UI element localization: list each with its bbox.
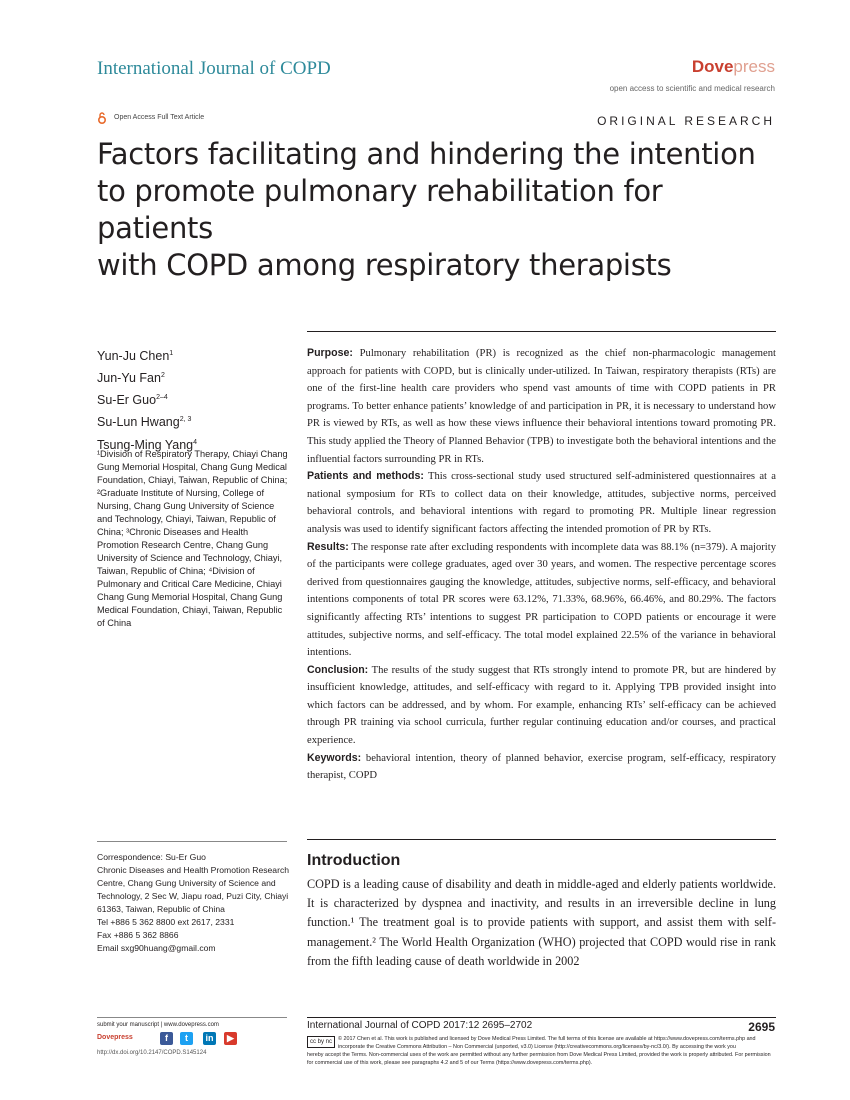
abstract-purpose: Purpose: Pulmonary rehabilitation (PR) is recognized as the chief non-pharmacologic management approach for patients with COPD, but is clinically under-utilized. In Taiwan, respiratory therapists (RTs) are one of the first-line health care providers who spend vast amounts of time with COPD patients in PR programs. To better enhance patients’ knowledge of and participation in PR, it is necessary to understand how PR is viewed by RTs, as well as how these views influence their behavioral intentions toward promoting PR. This study applied the Theory of Planned Behavior (TPB) to investigate both the behavioral intentions and the influential factors surrounding PR in RTs.: [307, 347, 776, 465]
correspondence-email[interactable]: Email sxg90huang@gmail.com: [97, 943, 216, 953]
author: Tsung-Ming Yang$^4$: [97, 437, 198, 452]
correspondence: Correspondence: Su-Er Guo Chronic Diseases and Health Promotion Research Centre, Chang Gung University of Science and Technology, 2 Sec W, Jiapu road, Puzi City, Chiayi 61363, Taiwan, Republic of China Tel +886 5 362 8800 ext 2617, 2331 Fax +886 5 362 8866 Email sxg90huang@gmail.com: [97, 851, 292, 955]
author-list: [97, 344, 197, 455]
author: Su-Lun Hwang$^{2, 3}$: [97, 415, 192, 430]
license-text: © 2017 Chen et al. This work is published and licensed by Dove Medical Press Limited. The full terms of this license are available at https://www.dovepress.com/terms.php and incorporate the Creative Commons Attribution – Non Commercial (unported, v3.0) License (http://creativecommons.org/licenses/by-nc/3.0/). By accessing the work you: [338, 1036, 756, 1050]
article-section: ORIGINAL RESEARCH: [597, 114, 775, 128]
publisher-press: press: [733, 57, 775, 76]
article-title: [97, 136, 787, 284]
linkedin-icon[interactable]: in: [203, 1032, 216, 1045]
abstract-top-rule: [307, 331, 776, 332]
cc-license-icon: cc by nc: [307, 1036, 335, 1048]
license-text-continued: hereby accept the Terms. Non-commercial uses of the work are permitted without any further permission from Dove Medical Press Limited, provided the work is properly attributed. For permission for commercial use of this work, please see paragraphs 4.2 and 5 of our Terms (https://www.dovepress.com/terms.php).: [307, 1052, 771, 1066]
doi-link[interactable]: http://dx.doi.org/10.2147/COPD.S145124: [97, 1050, 207, 1056]
title-line-3: with COPD among respiratory therapists: [97, 248, 672, 282]
publisher-logo: [692, 57, 775, 77]
footer-left-rule: [97, 1017, 287, 1018]
abstract-results: Results: The response rate after excluding respondents with incomplete data was 88.1% (n=379). A majority of the participants were college graduates, aged over 30 years, and women. The respective percentage scores derived from questionnaires gauging the knowledge, attitudes, subjective norms, self-efficacy, and behavioral intentions components of total PR scores were 63.12%, 71.33%, 68.96%, 66.46%, and 80.29%. The factors significantly affecting RTs’ intentions to suggest PR participation to COPD patients or encourage it were attitudes, subjective norms, and self-efficacy. The total model explained 22.5% of the variance in behavioral intentions.: [307, 540, 776, 659]
footer-right-rule: [307, 1017, 776, 1018]
facebook-icon[interactable]: f: [160, 1032, 173, 1045]
open-access-label: Open Access Full Text Article: [114, 114, 205, 121]
abstract-bottom-rule: [307, 839, 776, 840]
submit-manuscript-link[interactable]: submit your manuscript | www.dovepress.com: [97, 1022, 219, 1028]
introduction-text: COPD is a leading cause of disability and death in middle-aged and elderly patients worldwide. It is characterized by dyspnea and inactivity, and results in an irreversible decline in lung function.¹ The treatment goal is to provide patients with support, and assist them with self-management.² The World Health Organization (WHO) projected that COPD would rise in rank from the fifth leading cause of death worldwide in 2002: [307, 877, 776, 968]
correspondence-rule: [97, 841, 287, 842]
journal-name: International Journal of COPD: [97, 58, 331, 79]
affiliations: ¹Division of Respiratory Therapy, Chiayi Chang Gung Memorial Hospital, Chang Gung Medical Foundation, Chiayi, Taiwan, Republic of China; ²Graduate Institute of Nursing, College of Nursing, Chang Gung University of Science and Technology, Chiayi, Taiwan, Republic of China; ³Chronic Diseases and Health Promotion Research Centre, Chang Gung University of Science and Technology, Chiayi, Taiwan, Republic of China; ⁴Division of Pulmonary and Critical Care Medicine, Chiayi Chang Gung Memorial Hospital, Chang Gung Medical Foundation, Chiayi, Taiwan, Republic of China: [97, 449, 288, 628]
title-line-1: Factors facilitating and hindering the intention: [97, 137, 756, 171]
abstract-conclusion: Conclusion: The results of the study suggest that RTs strongly intend to promote PR, but are hindered by insufficient knowledge, attitudes, and self-efficacy with regard to it. Applying TPB provided insight into which factors can be addressed, and by whom. For example, enhancing RTs’ self-efficacy can be achieved through PR training via school curricula, further regular continuing education and/or courses, and practical experience.: [307, 663, 776, 747]
abstract-keywords: Keywords: behavioral intention, theory of planned behavior, exercise program, self-efficacy, respiratory therapist, COPD: [307, 751, 776, 782]
abstract: [307, 345, 776, 785]
abstract-methods: Patients and methods: This cross-sectional study used structured self-administered questionnaires at a national symposium for RTs to collect data on their knowledge, attitudes, subjective norms, perceived behavioral controls, and behavioral intentions with regard to promoting PR. Multiple linear regression analysis was used to identify significant factors affecting the intended promotion of PR by RTs.: [307, 470, 776, 535]
author: Jun-Yu Fan$^2$: [97, 371, 165, 386]
introduction-heading: Introduction: [307, 852, 401, 869]
youtube-icon[interactable]: ▶: [224, 1032, 237, 1045]
publisher-dove: Dove: [691, 57, 734, 76]
citation: International Journal of COPD 2017:12 2695–2702: [307, 1020, 533, 1031]
twitter-icon[interactable]: t: [180, 1032, 193, 1045]
author: Yun-Ju Chen$^1$: [97, 349, 174, 364]
title-line-2: to promote pulmonary rehabilitation for patients: [97, 174, 663, 245]
page-number: 2695: [748, 1020, 775, 1034]
dovepress-small-logo: Dovepress: [97, 1034, 133, 1041]
author: Su-Er Guo$^{2-4}$: [97, 393, 168, 408]
publisher-tagline: open access to scientific and medical research: [609, 84, 775, 93]
open-access-icon: [97, 112, 107, 124]
